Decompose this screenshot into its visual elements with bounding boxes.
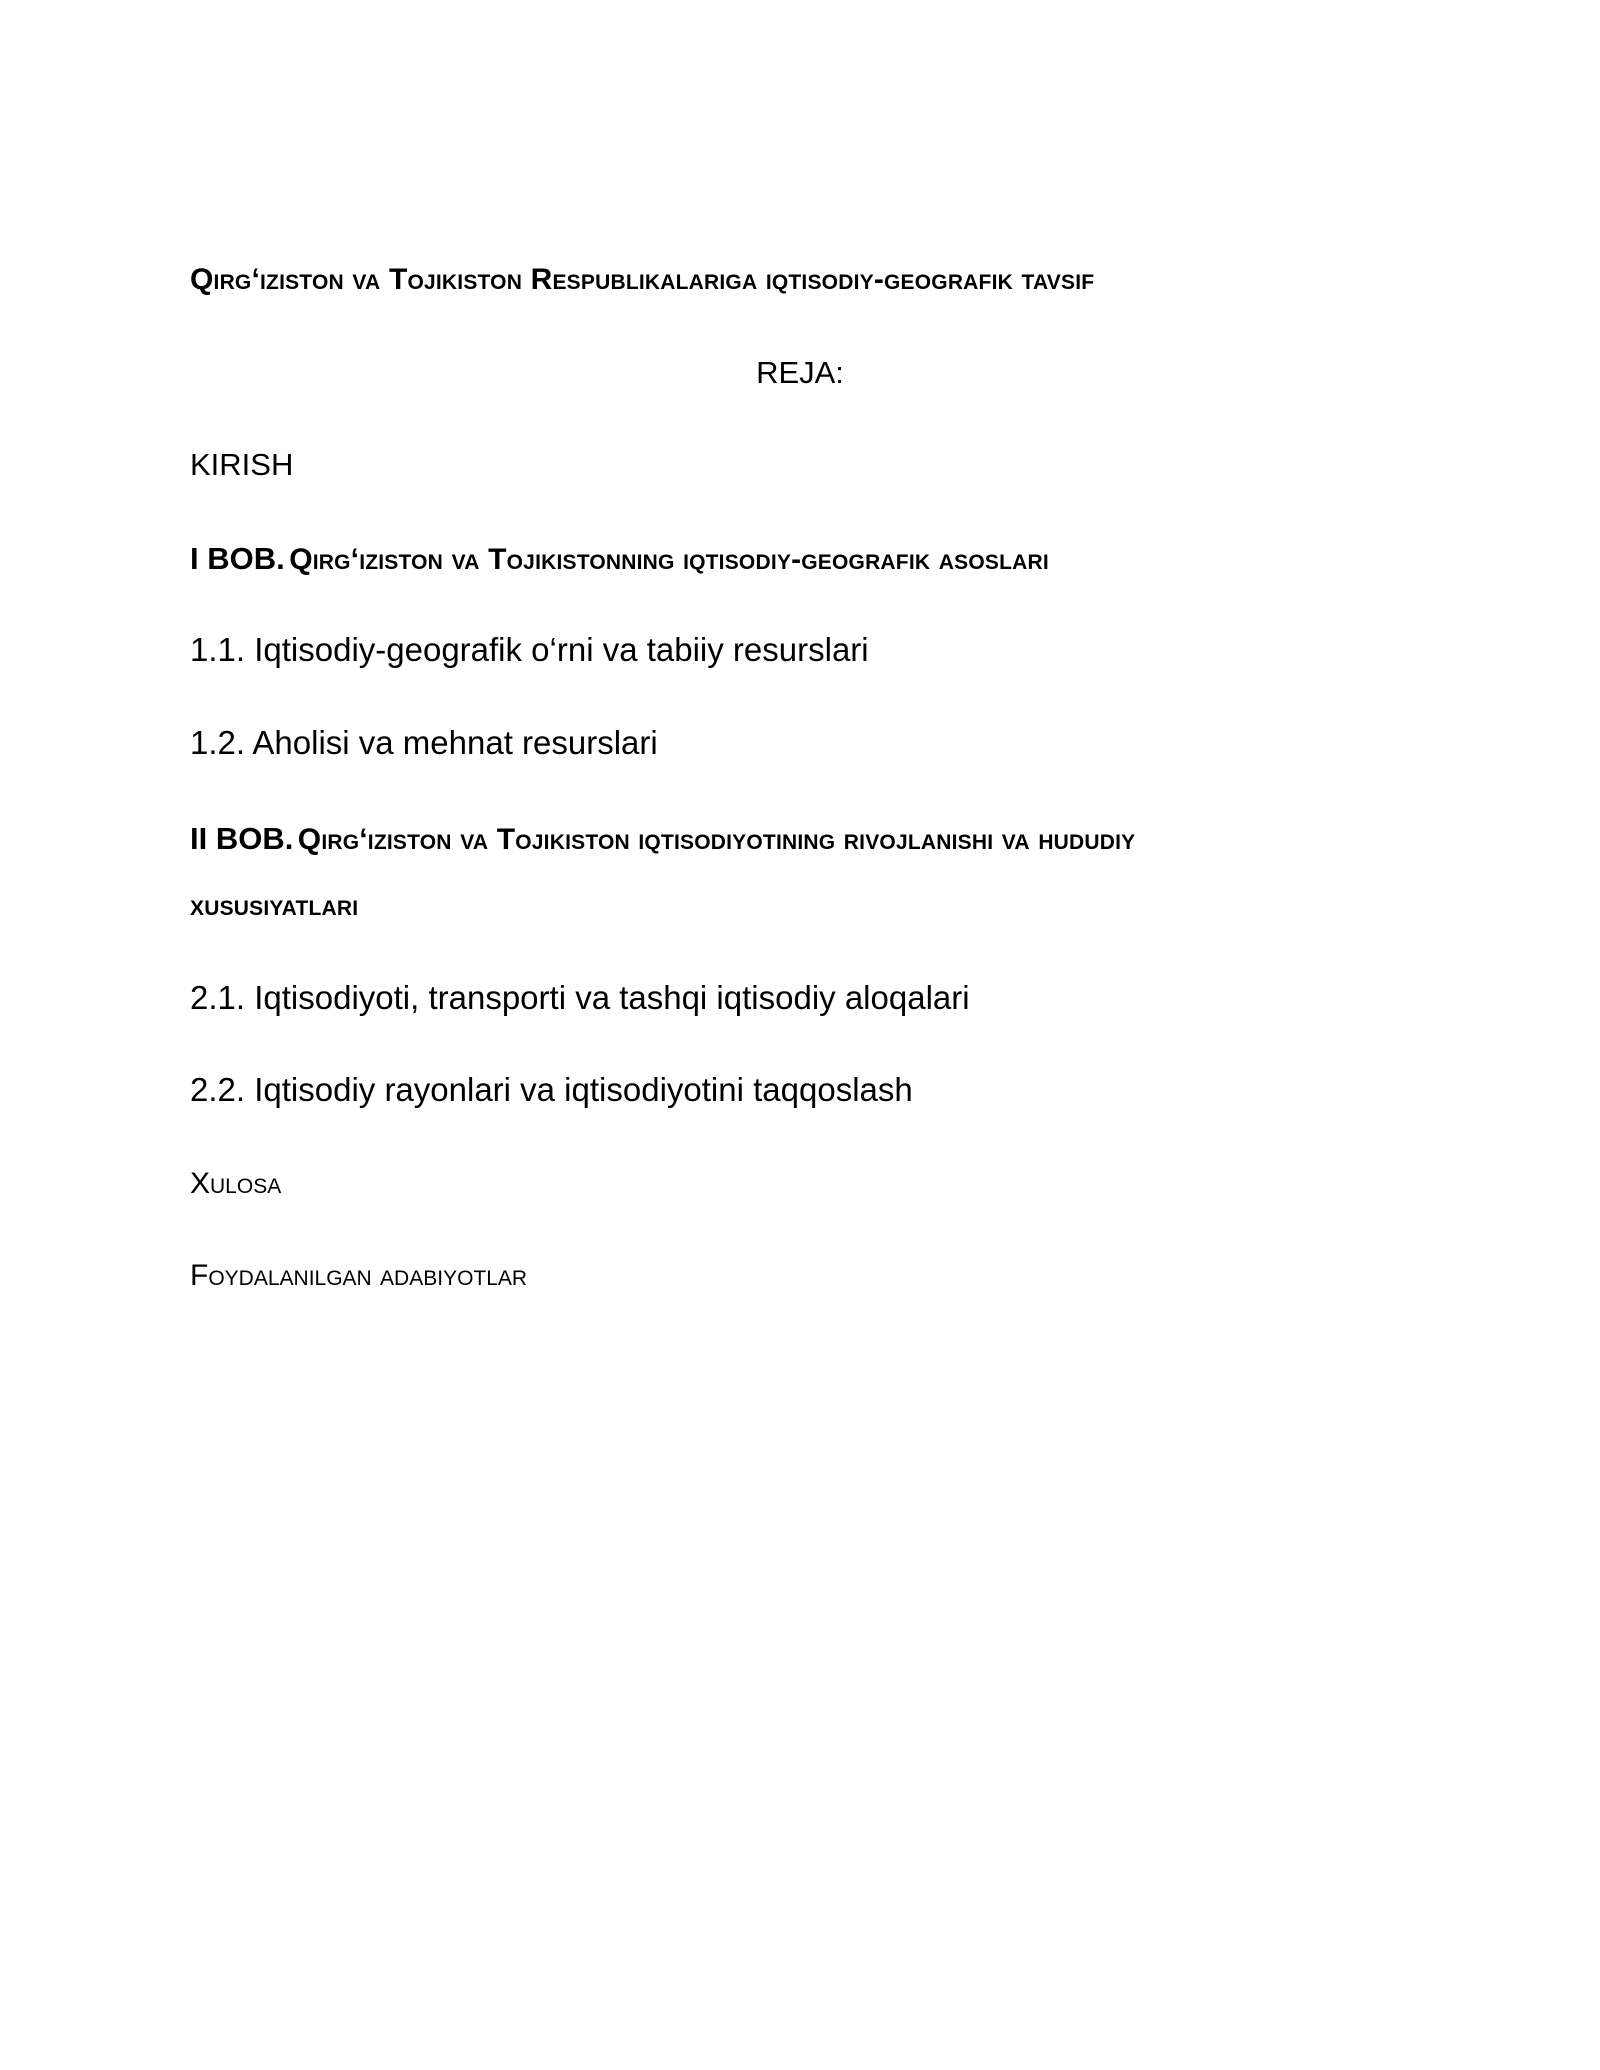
chapter-2-number: II BOB. [190,821,294,856]
toc-section-1-2: 1.2. Aholisi va mehnat resurslari [190,724,658,761]
chapter-1-number: I BOB. [190,541,285,576]
toc-section-1-1: 1.1. Iqtisodiy-geografik o‘rni va tabiiy resurslari [190,631,869,668]
document-title: Qirg‘iziston va Tojikiston Respublikalariga iqtisodiy-geografik tavsif [190,263,1095,296]
chapter-1-title: Qirg‘iziston va Tojikistonning iqtisodiy-geografik asoslari [289,543,1049,576]
toc-section-2-2: 2.2. Iqtisodiy rayonlari va iqtisodiyotini taqqoslash [190,1071,913,1108]
chapter-2-title-line2: xususiyatlari [190,889,359,922]
toc-section-2-1: 2.1. Iqtisodiyoti, transporti va tashqi iqtisodiy aloqalari [190,979,970,1016]
toc-intro: KIRISH [190,447,294,482]
toc-chapter-2 [190,820,1135,858]
toc-conclusion: Xulosa [190,1167,282,1200]
toc-chapter-1 [190,540,1049,578]
chapter-2-title-line1: Qirg‘iziston va Tojikiston iqtisodiyotining rivojlanishi va hududiy [297,823,1136,856]
toc-references: Foydalanilgan adabiyotlar [190,1259,528,1292]
plan-heading: REJA: [756,355,844,390]
